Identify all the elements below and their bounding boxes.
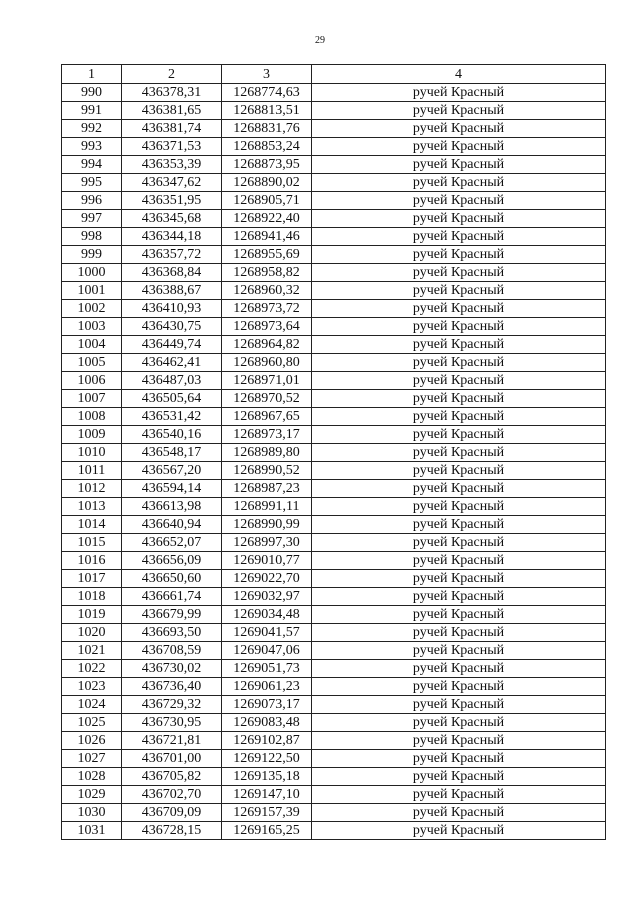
y-coordinate-cell: 1269022,70 (222, 570, 312, 588)
description-cell: ручей Красный (312, 84, 606, 102)
x-coordinate-cell: 436345,68 (122, 210, 222, 228)
table-row (62, 750, 606, 768)
y-coordinate-cell: 1268970,52 (222, 390, 312, 408)
description-cell: ручей Красный (312, 732, 606, 750)
description-cell: ручей Красный (312, 462, 606, 480)
x-coordinate-cell: 436708,59 (122, 642, 222, 660)
x-coordinate-cell: 436721,81 (122, 732, 222, 750)
table-row (62, 84, 606, 102)
x-coordinate-cell: 436679,99 (122, 606, 222, 624)
point-number-cell: 1013 (62, 498, 122, 516)
y-coordinate-cell: 1268987,23 (222, 480, 312, 498)
table-row (62, 462, 606, 480)
point-number-cell: 1025 (62, 714, 122, 732)
description-cell: ручей Красный (312, 480, 606, 498)
description-cell: ручей Красный (312, 768, 606, 786)
y-coordinate-cell: 1269073,17 (222, 696, 312, 714)
description-cell: ручей Красный (312, 588, 606, 606)
table-row (62, 498, 606, 516)
x-coordinate-cell: 436701,00 (122, 750, 222, 768)
table-row (62, 552, 606, 570)
y-coordinate-cell: 1268967,65 (222, 408, 312, 426)
table-row (62, 768, 606, 786)
x-coordinate-cell: 436531,42 (122, 408, 222, 426)
description-cell: ручей Красный (312, 660, 606, 678)
point-number-cell: 991 (62, 102, 122, 120)
x-coordinate-cell: 436505,64 (122, 390, 222, 408)
description-cell: ручей Красный (312, 318, 606, 336)
column-header-4: 4 (312, 65, 606, 84)
y-coordinate-cell: 1269122,50 (222, 750, 312, 768)
y-coordinate-cell: 1268997,30 (222, 534, 312, 552)
description-cell: ручей Красный (312, 408, 606, 426)
y-coordinate-cell: 1268973,64 (222, 318, 312, 336)
y-coordinate-cell: 1268890,02 (222, 174, 312, 192)
description-cell: ручей Красный (312, 498, 606, 516)
point-number-cell: 1021 (62, 642, 122, 660)
y-coordinate-cell: 1269061,23 (222, 678, 312, 696)
y-coordinate-cell: 1268873,95 (222, 156, 312, 174)
table-row (62, 174, 606, 192)
x-coordinate-cell: 436388,67 (122, 282, 222, 300)
point-number-cell: 1026 (62, 732, 122, 750)
column-header-3: 3 (222, 65, 312, 84)
y-coordinate-cell: 1269032,97 (222, 588, 312, 606)
point-number-cell: 1022 (62, 660, 122, 678)
table-row (62, 696, 606, 714)
point-number-cell: 1009 (62, 426, 122, 444)
point-number-cell: 1030 (62, 804, 122, 822)
description-cell: ручей Красный (312, 804, 606, 822)
table-row (62, 678, 606, 696)
description-cell: ручей Красный (312, 426, 606, 444)
x-coordinate-cell: 436487,03 (122, 372, 222, 390)
description-cell: ручей Красный (312, 444, 606, 462)
description-cell: ручей Красный (312, 534, 606, 552)
y-coordinate-cell: 1269165,25 (222, 822, 312, 840)
table-row (62, 426, 606, 444)
y-coordinate-cell: 1268955,69 (222, 246, 312, 264)
description-cell: ручей Красный (312, 642, 606, 660)
x-coordinate-cell: 436736,40 (122, 678, 222, 696)
y-coordinate-cell: 1268971,01 (222, 372, 312, 390)
table-row (62, 138, 606, 156)
table-row (62, 732, 606, 750)
point-number-cell: 996 (62, 192, 122, 210)
y-coordinate-cell: 1269147,10 (222, 786, 312, 804)
description-cell: ручей Красный (312, 372, 606, 390)
description-cell: ручей Красный (312, 102, 606, 120)
description-cell: ручей Красный (312, 678, 606, 696)
table-row (62, 588, 606, 606)
table-row (62, 336, 606, 354)
point-number-cell: 995 (62, 174, 122, 192)
point-number-cell: 1003 (62, 318, 122, 336)
table-row (62, 480, 606, 498)
description-cell: ручей Красный (312, 390, 606, 408)
table-row (62, 822, 606, 840)
y-coordinate-cell: 1268960,32 (222, 282, 312, 300)
description-cell: ручей Красный (312, 246, 606, 264)
x-coordinate-cell: 436613,98 (122, 498, 222, 516)
description-cell: ручей Красный (312, 786, 606, 804)
description-cell: ручей Красный (312, 120, 606, 138)
point-number-cell: 1014 (62, 516, 122, 534)
description-cell: ручей Красный (312, 354, 606, 372)
point-number-cell: 1011 (62, 462, 122, 480)
table-row (62, 444, 606, 462)
table-row (62, 570, 606, 588)
point-number-cell: 997 (62, 210, 122, 228)
x-coordinate-cell: 436353,39 (122, 156, 222, 174)
x-coordinate-cell: 436368,84 (122, 264, 222, 282)
y-coordinate-cell: 1268922,40 (222, 210, 312, 228)
x-coordinate-cell: 436652,07 (122, 534, 222, 552)
x-coordinate-cell: 436540,16 (122, 426, 222, 444)
description-cell: ручей Красный (312, 156, 606, 174)
table-row (62, 534, 606, 552)
x-coordinate-cell: 436730,02 (122, 660, 222, 678)
description-cell: ручей Красный (312, 138, 606, 156)
description-cell: ручей Красный (312, 696, 606, 714)
y-coordinate-cell: 1269041,57 (222, 624, 312, 642)
table-row (62, 354, 606, 372)
point-number-cell: 993 (62, 138, 122, 156)
x-coordinate-cell: 436430,75 (122, 318, 222, 336)
table-row (62, 408, 606, 426)
x-coordinate-cell: 436347,62 (122, 174, 222, 192)
table-row (62, 246, 606, 264)
x-coordinate-cell: 436378,31 (122, 84, 222, 102)
description-cell: ручей Красный (312, 336, 606, 354)
table-row (62, 282, 606, 300)
point-number-cell: 1010 (62, 444, 122, 462)
description-cell: ручей Красный (312, 750, 606, 768)
point-number-cell: 1020 (62, 624, 122, 642)
table-row (62, 102, 606, 120)
description-cell: ручей Красный (312, 282, 606, 300)
point-number-cell: 1007 (62, 390, 122, 408)
table-row (62, 786, 606, 804)
y-coordinate-cell: 1268990,52 (222, 462, 312, 480)
x-coordinate-cell: 436729,32 (122, 696, 222, 714)
x-coordinate-cell: 436709,09 (122, 804, 222, 822)
table-header (62, 65, 606, 84)
x-coordinate-cell: 436381,65 (122, 102, 222, 120)
y-coordinate-cell: 1268973,17 (222, 426, 312, 444)
y-coordinate-cell: 1268991,11 (222, 498, 312, 516)
column-header-1: 1 (62, 65, 122, 84)
point-number-cell: 994 (62, 156, 122, 174)
y-coordinate-cell: 1268964,82 (222, 336, 312, 354)
point-number-cell: 1023 (62, 678, 122, 696)
table-row (62, 228, 606, 246)
x-coordinate-cell: 436371,53 (122, 138, 222, 156)
column-header-2: 2 (122, 65, 222, 84)
x-coordinate-cell: 436381,74 (122, 120, 222, 138)
x-coordinate-cell: 436357,72 (122, 246, 222, 264)
point-number-cell: 1002 (62, 300, 122, 318)
table-row (62, 624, 606, 642)
description-cell: ручей Красный (312, 714, 606, 732)
x-coordinate-cell: 436705,82 (122, 768, 222, 786)
table-row (62, 714, 606, 732)
table-row (62, 300, 606, 318)
x-coordinate-cell: 436650,60 (122, 570, 222, 588)
table-row (62, 804, 606, 822)
y-coordinate-cell: 1268853,24 (222, 138, 312, 156)
table-row (62, 120, 606, 138)
table-row (62, 372, 606, 390)
y-coordinate-cell: 1268958,82 (222, 264, 312, 282)
point-number-cell: 1005 (62, 354, 122, 372)
point-number-cell: 1001 (62, 282, 122, 300)
description-cell: ручей Красный (312, 552, 606, 570)
x-coordinate-cell: 436449,74 (122, 336, 222, 354)
table-row (62, 318, 606, 336)
x-coordinate-cell: 436730,95 (122, 714, 222, 732)
table-row (62, 192, 606, 210)
y-coordinate-cell: 1269157,39 (222, 804, 312, 822)
x-coordinate-cell: 436567,20 (122, 462, 222, 480)
y-coordinate-cell: 1268990,99 (222, 516, 312, 534)
table-row (62, 606, 606, 624)
description-cell: ручей Красный (312, 264, 606, 282)
description-cell: ручей Красный (312, 210, 606, 228)
description-cell: ручей Красный (312, 300, 606, 318)
table-row (62, 516, 606, 534)
x-coordinate-cell: 436640,94 (122, 516, 222, 534)
y-coordinate-cell: 1268813,51 (222, 102, 312, 120)
point-number-cell: 1024 (62, 696, 122, 714)
x-coordinate-cell: 436548,17 (122, 444, 222, 462)
description-cell: ручей Красный (312, 822, 606, 840)
table-body (62, 84, 606, 840)
x-coordinate-cell: 436344,18 (122, 228, 222, 246)
y-coordinate-cell: 1268989,80 (222, 444, 312, 462)
table-row (62, 156, 606, 174)
point-number-cell: 1006 (62, 372, 122, 390)
x-coordinate-cell: 436656,09 (122, 552, 222, 570)
x-coordinate-cell: 436351,95 (122, 192, 222, 210)
y-coordinate-cell: 1268941,46 (222, 228, 312, 246)
description-cell: ручей Красный (312, 624, 606, 642)
table-row (62, 264, 606, 282)
point-number-cell: 1031 (62, 822, 122, 840)
y-coordinate-cell: 1268905,71 (222, 192, 312, 210)
header-row (62, 65, 606, 84)
x-coordinate-cell: 436594,14 (122, 480, 222, 498)
y-coordinate-cell: 1268973,72 (222, 300, 312, 318)
table-row (62, 390, 606, 408)
y-coordinate-cell: 1269083,48 (222, 714, 312, 732)
y-coordinate-cell: 1268774,63 (222, 84, 312, 102)
x-coordinate-cell: 436661,74 (122, 588, 222, 606)
point-number-cell: 1018 (62, 588, 122, 606)
point-number-cell: 990 (62, 84, 122, 102)
x-coordinate-cell: 436462,41 (122, 354, 222, 372)
description-cell: ручей Красный (312, 606, 606, 624)
y-coordinate-cell: 1269010,77 (222, 552, 312, 570)
point-number-cell: 1015 (62, 534, 122, 552)
description-cell: ручей Красный (312, 192, 606, 210)
point-number-cell: 1004 (62, 336, 122, 354)
point-number-cell: 998 (62, 228, 122, 246)
point-number-cell: 1029 (62, 786, 122, 804)
point-number-cell: 1008 (62, 408, 122, 426)
description-cell: ручей Красный (312, 516, 606, 534)
y-coordinate-cell: 1268960,80 (222, 354, 312, 372)
point-number-cell: 1016 (62, 552, 122, 570)
page-number: 29 (315, 35, 325, 46)
coordinates-table (61, 64, 606, 840)
y-coordinate-cell: 1269102,87 (222, 732, 312, 750)
description-cell: ручей Красный (312, 174, 606, 192)
table-row (62, 642, 606, 660)
point-number-cell: 999 (62, 246, 122, 264)
point-number-cell: 1012 (62, 480, 122, 498)
x-coordinate-cell: 436693,50 (122, 624, 222, 642)
point-number-cell: 1017 (62, 570, 122, 588)
y-coordinate-cell: 1268831,76 (222, 120, 312, 138)
x-coordinate-cell: 436728,15 (122, 822, 222, 840)
point-number-cell: 1000 (62, 264, 122, 282)
x-coordinate-cell: 436702,70 (122, 786, 222, 804)
point-number-cell: 1027 (62, 750, 122, 768)
y-coordinate-cell: 1269135,18 (222, 768, 312, 786)
y-coordinate-cell: 1269034,48 (222, 606, 312, 624)
description-cell: ручей Красный (312, 228, 606, 246)
table-row (62, 660, 606, 678)
description-cell: ручей Красный (312, 570, 606, 588)
y-coordinate-cell: 1269047,06 (222, 642, 312, 660)
y-coordinate-cell: 1269051,73 (222, 660, 312, 678)
table-row (62, 210, 606, 228)
point-number-cell: 992 (62, 120, 122, 138)
point-number-cell: 1019 (62, 606, 122, 624)
point-number-cell: 1028 (62, 768, 122, 786)
x-coordinate-cell: 436410,93 (122, 300, 222, 318)
